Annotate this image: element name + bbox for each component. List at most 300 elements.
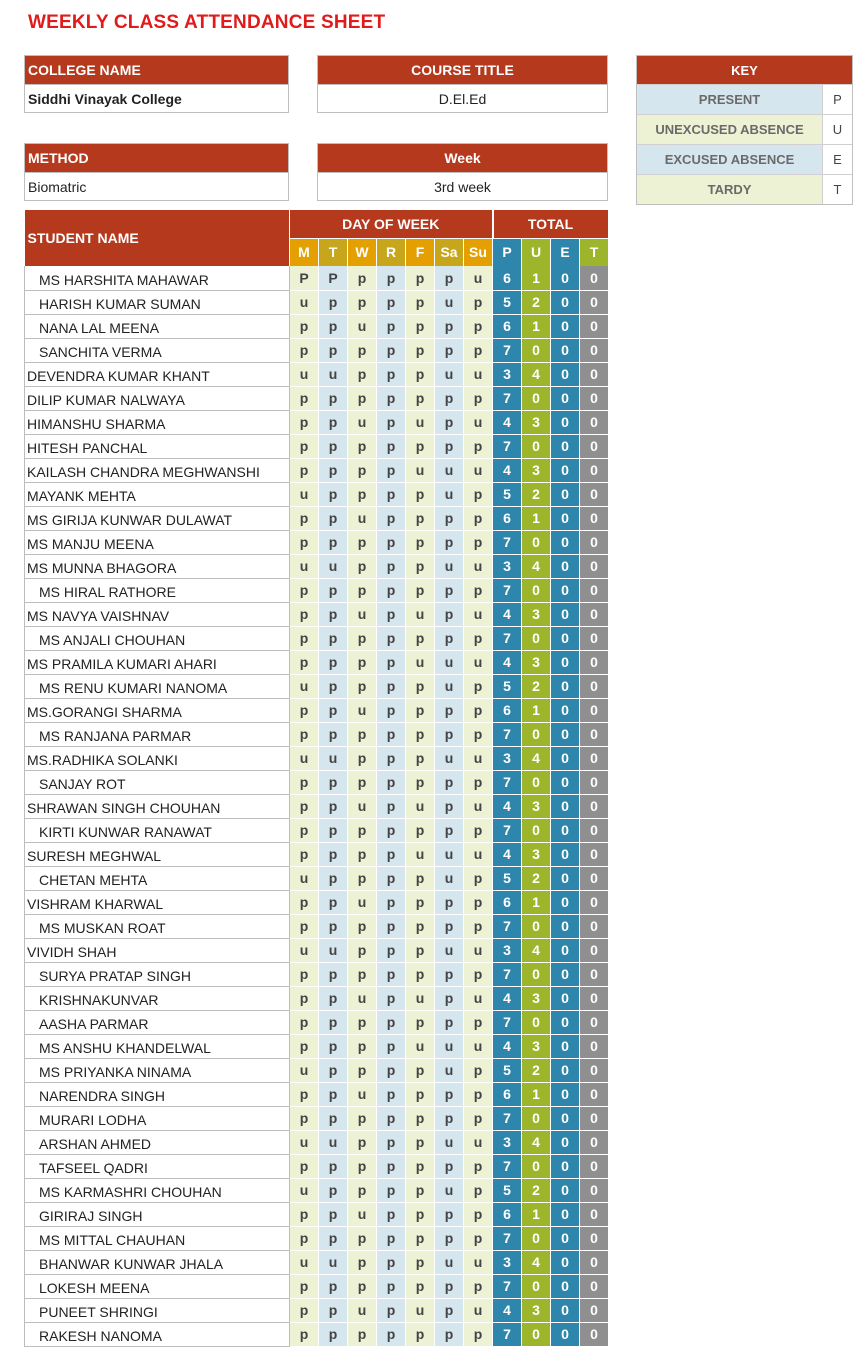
attendance-cell[interactable]: p bbox=[435, 314, 464, 338]
student-name-cell[interactable] bbox=[25, 506, 290, 530]
attendance-cell[interactable]: p bbox=[406, 530, 435, 554]
attendance-cell[interactable]: u bbox=[435, 1250, 464, 1274]
attendance-cell[interactable]: p bbox=[406, 290, 435, 314]
attendance-cell[interactable]: p bbox=[348, 770, 377, 794]
attendance-cell[interactable]: p bbox=[435, 1010, 464, 1034]
attendance-cell[interactable]: p bbox=[290, 650, 319, 674]
attendance-cell[interactable]: p bbox=[377, 290, 406, 314]
attendance-cell[interactable]: p bbox=[464, 698, 493, 722]
attendance-cell[interactable]: p bbox=[406, 266, 435, 290]
student-name-cell[interactable] bbox=[25, 578, 290, 602]
student-name-cell[interactable] bbox=[25, 362, 290, 386]
attendance-cell[interactable]: p bbox=[319, 986, 348, 1010]
attendance-cell[interactable]: p bbox=[435, 386, 464, 410]
attendance-cell[interactable]: p bbox=[377, 1274, 406, 1298]
attendance-cell[interactable]: p bbox=[348, 1130, 377, 1154]
attendance-cell[interactable]: p bbox=[348, 266, 377, 290]
attendance-cell[interactable]: p bbox=[348, 1250, 377, 1274]
attendance-cell[interactable]: p bbox=[319, 1034, 348, 1058]
attendance-cell[interactable]: p bbox=[464, 1178, 493, 1202]
attendance-cell[interactable]: p bbox=[464, 818, 493, 842]
attendance-cell[interactable]: p bbox=[464, 1106, 493, 1130]
attendance-cell[interactable]: u bbox=[319, 1250, 348, 1274]
attendance-cell[interactable]: p bbox=[435, 818, 464, 842]
attendance-cell[interactable]: u bbox=[290, 362, 319, 386]
attendance-cell[interactable]: p bbox=[290, 386, 319, 410]
attendance-cell[interactable]: p bbox=[290, 770, 319, 794]
attendance-cell[interactable]: p bbox=[377, 602, 406, 626]
attendance-cell[interactable]: p bbox=[406, 1106, 435, 1130]
attendance-cell[interactable]: p bbox=[435, 1226, 464, 1250]
attendance-cell[interactable]: p bbox=[435, 986, 464, 1010]
attendance-cell[interactable]: p bbox=[319, 914, 348, 938]
attendance-cell[interactable]: p bbox=[290, 698, 319, 722]
attendance-cell[interactable]: p bbox=[464, 578, 493, 602]
attendance-cell[interactable]: p bbox=[406, 890, 435, 914]
attendance-cell[interactable]: u bbox=[464, 362, 493, 386]
student-name-cell[interactable] bbox=[25, 722, 290, 746]
attendance-cell[interactable]: p bbox=[377, 626, 406, 650]
student-name-cell[interactable] bbox=[25, 1250, 290, 1274]
attendance-cell[interactable]: p bbox=[319, 818, 348, 842]
attendance-cell[interactable]: p bbox=[319, 1202, 348, 1226]
attendance-cell[interactable]: p bbox=[319, 1082, 348, 1106]
attendance-cell[interactable]: p bbox=[435, 410, 464, 434]
attendance-cell[interactable]: p bbox=[377, 698, 406, 722]
attendance-cell[interactable]: p bbox=[406, 1274, 435, 1298]
attendance-cell[interactable]: p bbox=[319, 410, 348, 434]
attendance-cell[interactable]: u bbox=[464, 746, 493, 770]
attendance-cell[interactable]: p bbox=[464, 962, 493, 986]
attendance-cell[interactable]: p bbox=[377, 458, 406, 482]
attendance-cell[interactable]: p bbox=[319, 1226, 348, 1250]
attendance-cell[interactable]: p bbox=[435, 962, 464, 986]
method-value[interactable]: Biomatric bbox=[25, 172, 288, 200]
attendance-cell[interactable]: u bbox=[464, 1250, 493, 1274]
attendance-cell[interactable]: p bbox=[348, 386, 377, 410]
student-name-cell[interactable] bbox=[25, 626, 290, 650]
attendance-cell[interactable]: u bbox=[464, 650, 493, 674]
attendance-cell[interactable]: p bbox=[319, 578, 348, 602]
attendance-cell[interactable]: p bbox=[406, 1202, 435, 1226]
attendance-cell[interactable]: p bbox=[348, 530, 377, 554]
attendance-cell[interactable]: p bbox=[464, 338, 493, 362]
attendance-cell[interactable]: p bbox=[348, 1178, 377, 1202]
student-name-cell[interactable] bbox=[25, 1322, 290, 1346]
attendance-cell[interactable]: p bbox=[290, 818, 319, 842]
attendance-cell[interactable]: p bbox=[435, 578, 464, 602]
attendance-cell[interactable]: p bbox=[377, 1298, 406, 1322]
student-name-cell[interactable] bbox=[25, 1082, 290, 1106]
attendance-cell[interactable]: p bbox=[435, 338, 464, 362]
attendance-cell[interactable]: p bbox=[435, 1154, 464, 1178]
attendance-cell[interactable]: u bbox=[290, 938, 319, 962]
attendance-cell[interactable]: p bbox=[319, 602, 348, 626]
attendance-cell[interactable]: p bbox=[290, 626, 319, 650]
attendance-cell[interactable]: p bbox=[435, 530, 464, 554]
attendance-cell[interactable]: p bbox=[377, 1130, 406, 1154]
attendance-cell[interactable]: p bbox=[464, 1322, 493, 1346]
attendance-cell[interactable]: p bbox=[348, 362, 377, 386]
attendance-cell[interactable]: u bbox=[406, 458, 435, 482]
attendance-cell[interactable]: p bbox=[319, 770, 348, 794]
student-name-cell[interactable] bbox=[25, 842, 290, 866]
attendance-cell[interactable]: u bbox=[435, 746, 464, 770]
attendance-cell[interactable]: u bbox=[348, 986, 377, 1010]
attendance-cell[interactable]: u bbox=[435, 866, 464, 890]
attendance-cell[interactable]: p bbox=[406, 434, 435, 458]
student-name-cell[interactable] bbox=[25, 938, 290, 962]
college-name-value[interactable]: Siddhi Vinayak College bbox=[25, 84, 288, 112]
student-name-cell[interactable] bbox=[25, 1154, 290, 1178]
attendance-cell[interactable]: p bbox=[406, 1250, 435, 1274]
student-name-cell[interactable] bbox=[25, 866, 290, 890]
attendance-cell[interactable]: p bbox=[435, 434, 464, 458]
attendance-cell[interactable]: p bbox=[464, 434, 493, 458]
attendance-cell[interactable]: p bbox=[319, 458, 348, 482]
attendance-cell[interactable]: p bbox=[464, 290, 493, 314]
attendance-cell[interactable]: p bbox=[290, 890, 319, 914]
attendance-cell[interactable]: p bbox=[377, 434, 406, 458]
attendance-cell[interactable]: p bbox=[319, 386, 348, 410]
attendance-cell[interactable]: p bbox=[319, 794, 348, 818]
attendance-cell[interactable]: p bbox=[290, 338, 319, 362]
attendance-cell[interactable]: p bbox=[435, 506, 464, 530]
attendance-cell[interactable]: u bbox=[290, 1250, 319, 1274]
attendance-cell[interactable]: p bbox=[406, 338, 435, 362]
student-name-cell[interactable] bbox=[25, 602, 290, 626]
attendance-cell[interactable]: p bbox=[319, 842, 348, 866]
attendance-cell[interactable]: p bbox=[319, 1178, 348, 1202]
attendance-cell[interactable]: p bbox=[348, 842, 377, 866]
attendance-cell[interactable]: p bbox=[464, 674, 493, 698]
attendance-cell[interactable]: p bbox=[290, 1322, 319, 1346]
attendance-cell[interactable]: p bbox=[406, 818, 435, 842]
attendance-cell[interactable]: p bbox=[377, 1034, 406, 1058]
attendance-cell[interactable]: p bbox=[290, 1082, 319, 1106]
attendance-cell[interactable]: p bbox=[406, 1322, 435, 1346]
attendance-cell[interactable]: u bbox=[435, 842, 464, 866]
attendance-cell[interactable]: p bbox=[319, 290, 348, 314]
attendance-cell[interactable]: p bbox=[377, 818, 406, 842]
attendance-cell[interactable]: p bbox=[348, 914, 377, 938]
attendance-cell[interactable]: u bbox=[464, 794, 493, 818]
attendance-cell[interactable]: p bbox=[464, 1058, 493, 1082]
attendance-cell[interactable]: u bbox=[464, 986, 493, 1010]
attendance-cell[interactable]: p bbox=[377, 770, 406, 794]
student-name-cell[interactable] bbox=[25, 482, 290, 506]
attendance-cell[interactable]: p bbox=[290, 530, 319, 554]
attendance-cell[interactable]: u bbox=[435, 362, 464, 386]
attendance-cell[interactable]: p bbox=[377, 1178, 406, 1202]
student-name-cell[interactable] bbox=[25, 794, 290, 818]
attendance-cell[interactable]: p bbox=[319, 890, 348, 914]
attendance-cell[interactable]: p bbox=[290, 1226, 319, 1250]
attendance-cell[interactable]: p bbox=[406, 1058, 435, 1082]
student-name-cell[interactable] bbox=[25, 1106, 290, 1130]
attendance-cell[interactable]: u bbox=[435, 650, 464, 674]
attendance-cell[interactable]: p bbox=[435, 626, 464, 650]
attendance-cell[interactable]: p bbox=[406, 914, 435, 938]
attendance-cell[interactable]: u bbox=[435, 1034, 464, 1058]
attendance-cell[interactable]: u bbox=[348, 602, 377, 626]
attendance-cell[interactable]: p bbox=[464, 626, 493, 650]
attendance-cell[interactable]: u bbox=[464, 1130, 493, 1154]
attendance-cell[interactable]: p bbox=[348, 1154, 377, 1178]
student-name-cell[interactable] bbox=[25, 674, 290, 698]
attendance-cell[interactable]: u bbox=[464, 938, 493, 962]
attendance-cell[interactable]: p bbox=[406, 1010, 435, 1034]
attendance-cell[interactable]: u bbox=[348, 1298, 377, 1322]
attendance-cell[interactable]: u bbox=[319, 746, 348, 770]
student-name-cell[interactable] bbox=[25, 458, 290, 482]
attendance-cell[interactable]: p bbox=[319, 314, 348, 338]
attendance-cell[interactable]: p bbox=[319, 1106, 348, 1130]
attendance-cell[interactable]: p bbox=[377, 746, 406, 770]
attendance-cell[interactable]: p bbox=[464, 722, 493, 746]
attendance-cell[interactable]: p bbox=[290, 914, 319, 938]
attendance-cell[interactable]: u bbox=[348, 890, 377, 914]
attendance-cell[interactable]: p bbox=[435, 890, 464, 914]
attendance-cell[interactable]: p bbox=[319, 530, 348, 554]
attendance-cell[interactable]: p bbox=[435, 1274, 464, 1298]
attendance-cell[interactable]: p bbox=[435, 266, 464, 290]
attendance-cell[interactable]: u bbox=[435, 482, 464, 506]
attendance-cell[interactable]: p bbox=[377, 554, 406, 578]
attendance-cell[interactable]: p bbox=[348, 1226, 377, 1250]
attendance-cell[interactable]: p bbox=[290, 1298, 319, 1322]
student-name-cell[interactable] bbox=[25, 530, 290, 554]
student-name-cell[interactable] bbox=[25, 1202, 290, 1226]
attendance-cell[interactable]: p bbox=[319, 674, 348, 698]
attendance-cell[interactable]: p bbox=[319, 866, 348, 890]
attendance-cell[interactable]: p bbox=[290, 602, 319, 626]
attendance-cell[interactable]: u bbox=[348, 1082, 377, 1106]
attendance-cell[interactable]: p bbox=[319, 1322, 348, 1346]
attendance-cell[interactable]: u bbox=[319, 938, 348, 962]
attendance-cell[interactable]: p bbox=[377, 1010, 406, 1034]
student-name-cell[interactable] bbox=[25, 1298, 290, 1322]
attendance-cell[interactable]: p bbox=[464, 1082, 493, 1106]
attendance-cell[interactable]: p bbox=[348, 578, 377, 602]
attendance-cell[interactable]: p bbox=[319, 482, 348, 506]
attendance-cell[interactable]: u bbox=[290, 554, 319, 578]
attendance-cell[interactable]: p bbox=[377, 962, 406, 986]
attendance-cell[interactable]: u bbox=[435, 458, 464, 482]
attendance-cell[interactable]: p bbox=[464, 866, 493, 890]
attendance-cell[interactable]: u bbox=[435, 290, 464, 314]
attendance-cell[interactable]: p bbox=[348, 1010, 377, 1034]
attendance-cell[interactable]: p bbox=[377, 1058, 406, 1082]
attendance-cell[interactable]: p bbox=[406, 770, 435, 794]
attendance-cell[interactable]: p bbox=[290, 1106, 319, 1130]
attendance-cell[interactable]: u bbox=[406, 1034, 435, 1058]
attendance-cell[interactable]: u bbox=[406, 410, 435, 434]
attendance-cell[interactable]: p bbox=[319, 722, 348, 746]
attendance-cell[interactable]: p bbox=[348, 1034, 377, 1058]
attendance-cell[interactable]: p bbox=[464, 1226, 493, 1250]
attendance-cell[interactable]: u bbox=[348, 698, 377, 722]
attendance-cell[interactable]: p bbox=[377, 674, 406, 698]
attendance-cell[interactable]: p bbox=[319, 1010, 348, 1034]
student-name-cell[interactable] bbox=[25, 338, 290, 362]
attendance-cell[interactable]: u bbox=[406, 650, 435, 674]
attendance-cell[interactable]: p bbox=[406, 314, 435, 338]
attendance-cell[interactable]: p bbox=[406, 866, 435, 890]
attendance-cell[interactable]: u bbox=[290, 290, 319, 314]
attendance-cell[interactable]: p bbox=[406, 362, 435, 386]
attendance-cell[interactable]: p bbox=[406, 1178, 435, 1202]
attendance-cell[interactable]: u bbox=[464, 1298, 493, 1322]
attendance-cell[interactable]: P bbox=[319, 266, 348, 290]
attendance-cell[interactable]: p bbox=[464, 1274, 493, 1298]
course-title-value[interactable]: D.El.Ed bbox=[318, 84, 607, 112]
student-name-cell[interactable] bbox=[25, 1178, 290, 1202]
student-name-cell[interactable] bbox=[25, 1226, 290, 1250]
student-name-cell[interactable] bbox=[25, 434, 290, 458]
attendance-cell[interactable]: p bbox=[464, 1010, 493, 1034]
attendance-cell[interactable]: u bbox=[348, 794, 377, 818]
attendance-cell[interactable]: p bbox=[290, 962, 319, 986]
attendance-cell[interactable]: p bbox=[290, 1034, 319, 1058]
student-name-cell[interactable] bbox=[25, 1010, 290, 1034]
attendance-cell[interactable]: P bbox=[290, 266, 319, 290]
attendance-cell[interactable]: u bbox=[290, 866, 319, 890]
attendance-cell[interactable]: p bbox=[348, 458, 377, 482]
attendance-cell[interactable]: p bbox=[348, 938, 377, 962]
attendance-cell[interactable]: u bbox=[290, 482, 319, 506]
attendance-cell[interactable]: p bbox=[377, 338, 406, 362]
attendance-cell[interactable]: p bbox=[377, 938, 406, 962]
attendance-cell[interactable]: p bbox=[290, 458, 319, 482]
attendance-cell[interactable]: p bbox=[290, 506, 319, 530]
student-name-cell[interactable] bbox=[25, 1034, 290, 1058]
attendance-cell[interactable]: p bbox=[464, 386, 493, 410]
attendance-cell[interactable]: p bbox=[377, 722, 406, 746]
attendance-cell[interactable]: p bbox=[290, 314, 319, 338]
attendance-cell[interactable]: p bbox=[464, 506, 493, 530]
attendance-cell[interactable]: p bbox=[435, 722, 464, 746]
attendance-cell[interactable]: u bbox=[406, 794, 435, 818]
attendance-cell[interactable]: p bbox=[464, 770, 493, 794]
student-name-cell[interactable] bbox=[25, 746, 290, 770]
attendance-cell[interactable]: p bbox=[348, 434, 377, 458]
attendance-cell[interactable]: p bbox=[406, 674, 435, 698]
student-name-cell[interactable] bbox=[25, 962, 290, 986]
attendance-cell[interactable]: p bbox=[406, 554, 435, 578]
attendance-cell[interactable]: u bbox=[290, 746, 319, 770]
attendance-cell[interactable]: p bbox=[348, 962, 377, 986]
attendance-cell[interactable]: p bbox=[464, 1154, 493, 1178]
attendance-cell[interactable]: p bbox=[348, 1106, 377, 1130]
attendance-cell[interactable]: p bbox=[435, 602, 464, 626]
attendance-cell[interactable]: p bbox=[348, 722, 377, 746]
attendance-cell[interactable]: p bbox=[377, 314, 406, 338]
attendance-cell[interactable]: p bbox=[435, 1202, 464, 1226]
week-value[interactable]: 3rd week bbox=[318, 172, 607, 200]
attendance-cell[interactable]: p bbox=[319, 434, 348, 458]
attendance-cell[interactable]: u bbox=[464, 602, 493, 626]
student-name-cell[interactable] bbox=[25, 410, 290, 434]
student-name-cell[interactable] bbox=[25, 914, 290, 938]
student-name-cell[interactable] bbox=[25, 1130, 290, 1154]
attendance-cell[interactable]: u bbox=[290, 1178, 319, 1202]
attendance-cell[interactable]: p bbox=[406, 386, 435, 410]
attendance-cell[interactable]: p bbox=[348, 554, 377, 578]
attendance-cell[interactable]: p bbox=[319, 1058, 348, 1082]
student-name-cell[interactable] bbox=[25, 266, 290, 290]
attendance-cell[interactable]: p bbox=[319, 626, 348, 650]
attendance-cell[interactable]: p bbox=[319, 506, 348, 530]
attendance-cell[interactable]: p bbox=[377, 386, 406, 410]
attendance-cell[interactable]: u bbox=[319, 362, 348, 386]
attendance-cell[interactable]: u bbox=[464, 1034, 493, 1058]
attendance-cell[interactable]: u bbox=[406, 1298, 435, 1322]
attendance-cell[interactable]: p bbox=[377, 506, 406, 530]
attendance-cell[interactable]: p bbox=[348, 746, 377, 770]
attendance-cell[interactable]: p bbox=[348, 290, 377, 314]
attendance-cell[interactable]: u bbox=[319, 554, 348, 578]
attendance-cell[interactable]: p bbox=[377, 1226, 406, 1250]
attendance-cell[interactable]: u bbox=[319, 1130, 348, 1154]
attendance-cell[interactable]: p bbox=[319, 1274, 348, 1298]
student-name-cell[interactable] bbox=[25, 818, 290, 842]
student-name-cell[interactable] bbox=[25, 1274, 290, 1298]
attendance-cell[interactable]: u bbox=[290, 1058, 319, 1082]
attendance-cell[interactable]: p bbox=[406, 1154, 435, 1178]
attendance-cell[interactable]: p bbox=[348, 1058, 377, 1082]
student-name-cell[interactable] bbox=[25, 314, 290, 338]
attendance-cell[interactable]: p bbox=[290, 1274, 319, 1298]
attendance-cell[interactable]: p bbox=[348, 1322, 377, 1346]
attendance-cell[interactable]: p bbox=[290, 1154, 319, 1178]
attendance-cell[interactable]: u bbox=[435, 674, 464, 698]
attendance-cell[interactable]: p bbox=[377, 410, 406, 434]
attendance-cell[interactable]: p bbox=[290, 794, 319, 818]
attendance-cell[interactable]: p bbox=[319, 698, 348, 722]
attendance-cell[interactable]: u bbox=[348, 1202, 377, 1226]
attendance-cell[interactable]: p bbox=[406, 1082, 435, 1106]
student-name-cell[interactable] bbox=[25, 386, 290, 410]
attendance-cell[interactable]: p bbox=[435, 1082, 464, 1106]
attendance-cell[interactable]: p bbox=[377, 578, 406, 602]
attendance-cell[interactable]: p bbox=[290, 578, 319, 602]
attendance-cell[interactable]: p bbox=[406, 698, 435, 722]
attendance-cell[interactable]: p bbox=[377, 362, 406, 386]
attendance-cell[interactable]: p bbox=[377, 794, 406, 818]
attendance-cell[interactable]: p bbox=[377, 986, 406, 1010]
attendance-cell[interactable]: p bbox=[377, 914, 406, 938]
attendance-cell[interactable]: p bbox=[377, 266, 406, 290]
attendance-cell[interactable]: p bbox=[377, 1082, 406, 1106]
attendance-cell[interactable]: u bbox=[435, 1058, 464, 1082]
student-name-cell[interactable] bbox=[25, 890, 290, 914]
attendance-cell[interactable]: p bbox=[464, 482, 493, 506]
attendance-cell[interactable]: p bbox=[464, 914, 493, 938]
attendance-cell[interactable]: p bbox=[348, 866, 377, 890]
attendance-cell[interactable]: p bbox=[290, 722, 319, 746]
attendance-cell[interactable]: p bbox=[435, 914, 464, 938]
attendance-cell[interactable]: u bbox=[464, 458, 493, 482]
attendance-cell[interactable]: u bbox=[435, 1130, 464, 1154]
attendance-cell[interactable]: p bbox=[377, 1154, 406, 1178]
attendance-cell[interactable]: u bbox=[464, 554, 493, 578]
attendance-cell[interactable]: p bbox=[435, 770, 464, 794]
attendance-cell[interactable]: p bbox=[348, 482, 377, 506]
attendance-cell[interactable]: u bbox=[406, 986, 435, 1010]
attendance-cell[interactable]: p bbox=[319, 1154, 348, 1178]
attendance-cell[interactable]: p bbox=[290, 842, 319, 866]
